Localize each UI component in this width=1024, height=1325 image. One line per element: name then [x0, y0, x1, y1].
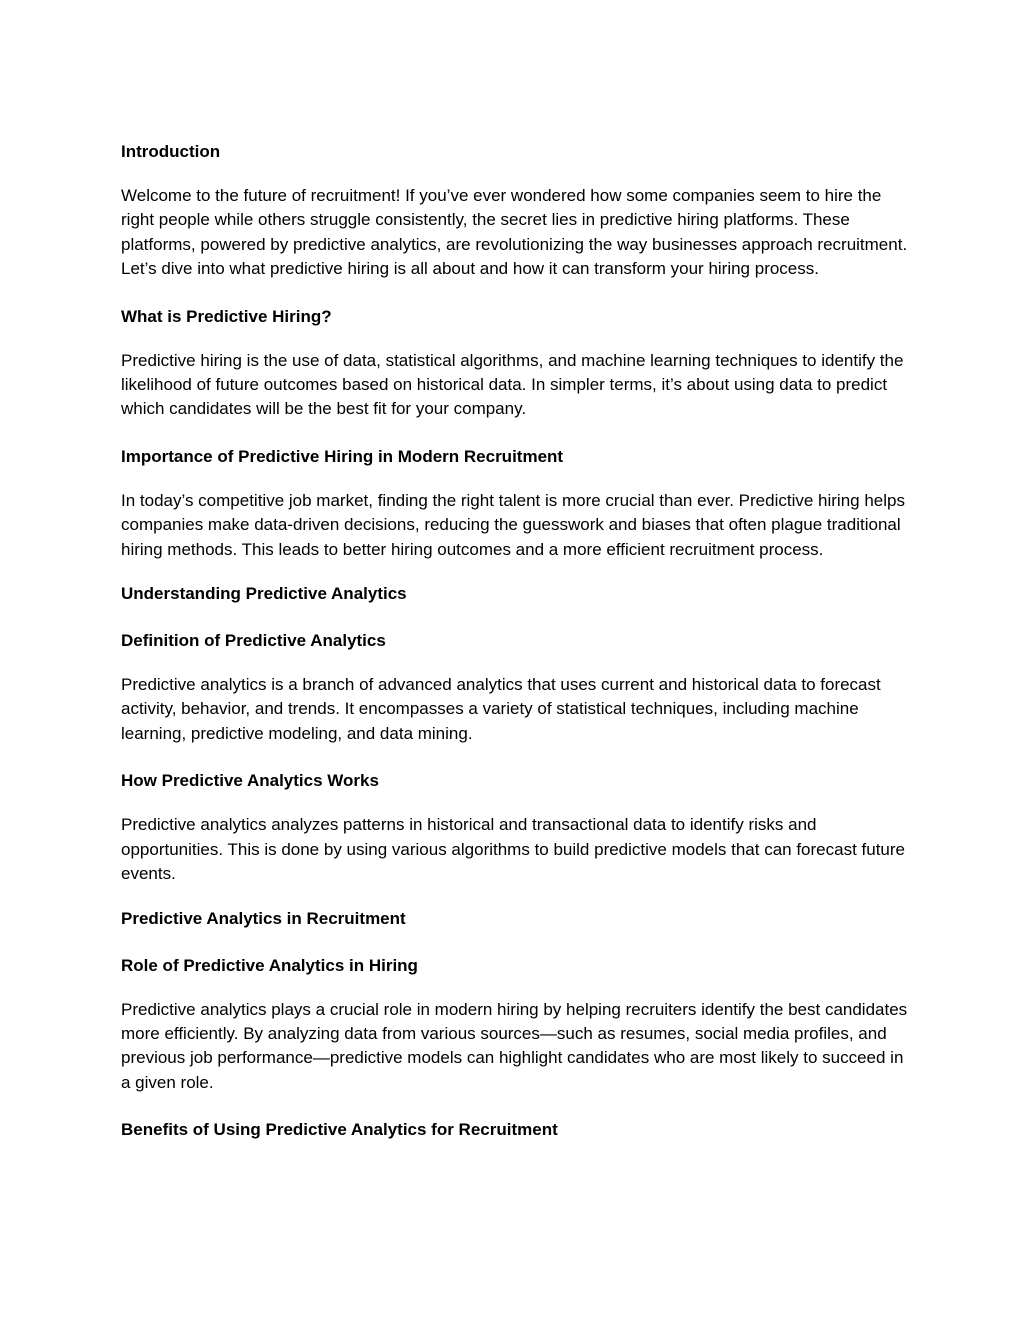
definition-paragraph: Predictive analytics is a branch of advanced analytics that uses current and historical data to forecast activity, behavior, and trends. It encompasses a variety of statistical techniques, including machine learning, predictive modeling, and data mining.	[121, 675, 881, 743]
definition-heading: Definition of Predictive Analytics	[121, 631, 386, 651]
understanding-heading: Understanding Predictive Analytics	[121, 584, 407, 604]
importance-heading: Importance of Predictive Hiring in Modern Recruitment	[121, 446, 564, 466]
benefits-heading: Benefits of Using Predictive Analytics for Recruitment	[121, 1120, 558, 1140]
what-is-predictive-hiring-paragraph: Predictive hiring is the use of data, statistical algorithms, and machine learning techniques to identify the likelihood of future outcomes based on historical data. In simpler terms, it’s about using data to predict which candidates will be the best fit for your company.	[121, 350, 904, 419]
role-heading: Role of Predictive Analytics in Hiring	[121, 955, 418, 975]
intro-paragraph: Welcome to the future of recruitment! If you’ve ever wondered how some companies seem to hire the right people while others struggle consistently, the secret lies in predictive hiring platforms. These platforms, powered by predictive analytics, are revolutionizing the way businesses approach recruitment. Let’s dive into what predictive hiring is all about and how it can transform your hiring process.	[121, 186, 908, 279]
recruitment-heading: Predictive Analytics in Recruitment	[121, 908, 406, 928]
how-it-works-heading: How Predictive Analytics Works	[121, 771, 379, 791]
importance-paragraph: In today’s competitive job market, finding the right talent is more crucial than ever. Predictive hiring helps companies make data-driven decisions, reducing the guesswork and biases that often plague traditional hiring methods. This leads to better hiring outcomes and a more efficient recruitment process.	[121, 490, 905, 559]
what-is-predictive-hiring-heading: What is Predictive Hiring?	[121, 306, 332, 326]
intro-heading: Introduction	[121, 142, 221, 161]
role-paragraph: Predictive analytics plays a crucial role in modern hiring by helping recruiters identify the best candidates more efficiently. By analyzing data from various sources—such as resumes, social media profiles, and previous job performance—predictive models can highlight candidates who are most likely to succeed in a given role.	[121, 999, 908, 1092]
how-it-works-paragraph: Predictive analytics analyzes patterns in historical and transactional data to identify risks and opportunities. This is done by using various algorithms to build predictive models that can forecast future events.	[121, 815, 905, 884]
document-page	[121, 140, 911, 1142]
